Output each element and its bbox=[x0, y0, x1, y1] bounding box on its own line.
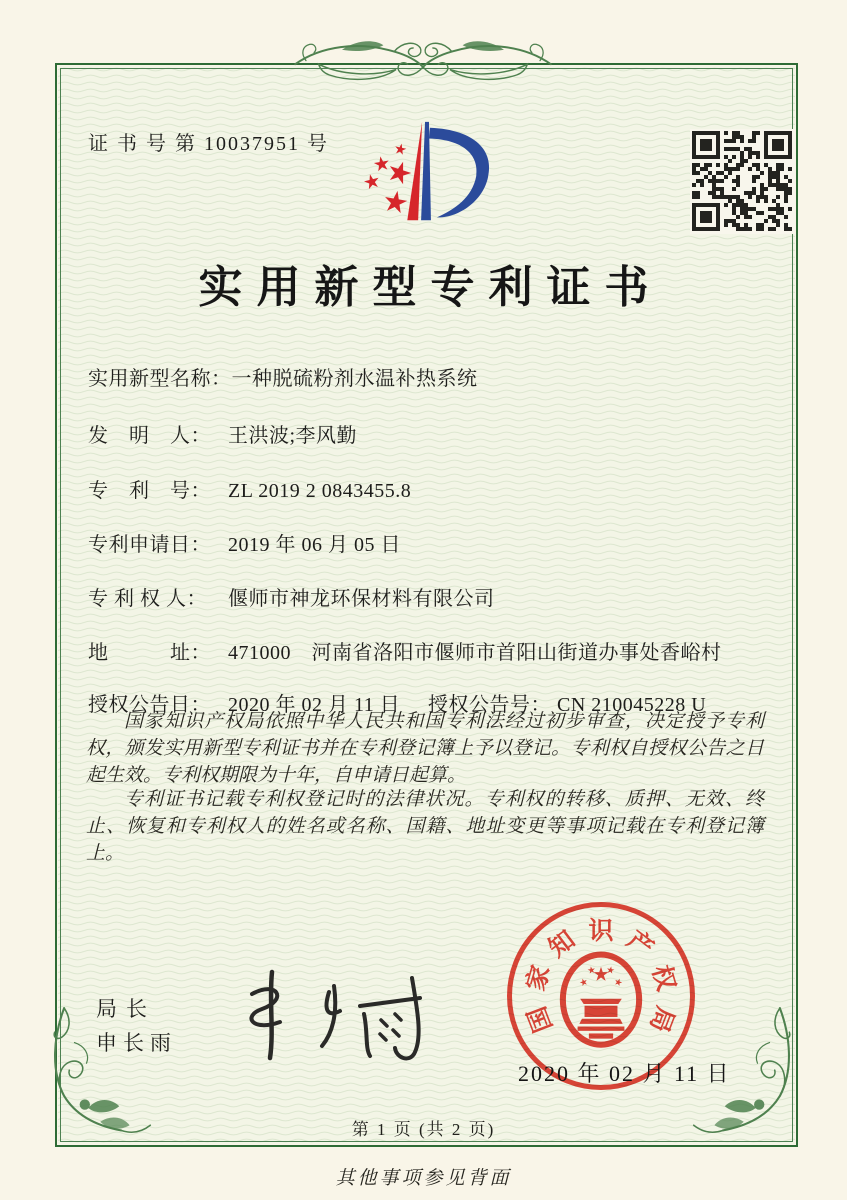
field-label: 发 明 人： bbox=[88, 425, 211, 447]
seal-char: 局 bbox=[644, 1002, 679, 1036]
field-value: 2019 年 06 月 05 日 bbox=[228, 534, 401, 556]
field-value: 一种脱硫粉剂水温补热系统 bbox=[231, 368, 478, 390]
back-side-note: 其他事项参见背面 bbox=[335, 1168, 512, 1189]
field-value: ZL 2019 2 0843455.8 bbox=[228, 480, 412, 502]
field-label: 专 利 号： bbox=[88, 480, 211, 502]
cnipa-logo-icon bbox=[338, 110, 516, 238]
field-row-patent-number bbox=[88, 474, 778, 503]
seal-date: 2020 年 02 月 11 日 bbox=[518, 1061, 731, 1086]
top-border-ornament-icon bbox=[288, 36, 558, 96]
legal-paragraph: 专利证书记载专利权登记时的法律状况。专利权的转移、质押、无效、终止、恢复和专利权人的姓名或名称、国籍、地址变更等事项记载在专利登记簿上。 bbox=[86, 789, 764, 864]
seal-char: 产 bbox=[621, 926, 658, 963]
seal-char: 识 bbox=[588, 918, 614, 945]
seal-char: 知 bbox=[544, 926, 581, 963]
seal-char: 权 bbox=[646, 962, 680, 994]
field-row-patentee bbox=[88, 582, 778, 611]
field-label: 授权公告号： bbox=[428, 694, 551, 716]
page-number: 第 1 页 (共 2 页) bbox=[351, 1120, 496, 1139]
certificate-title: 实用新型专利证书 bbox=[198, 263, 663, 312]
field-value: 王洪波;李风勤 bbox=[228, 425, 358, 447]
director-title: 局长 bbox=[96, 997, 156, 1021]
national-emblem-icon bbox=[557, 950, 645, 1054]
seal-char: 国 bbox=[523, 1002, 558, 1036]
field-value: CN 210045228 U bbox=[557, 694, 707, 716]
field-row-name bbox=[88, 362, 778, 391]
seal-char: 家 bbox=[522, 962, 556, 994]
field-label: 实用新型名称： bbox=[88, 368, 232, 390]
field-value: 471000 河南省洛阳市偃师市首阳山街道办事处香峪村 bbox=[228, 642, 722, 664]
field-value: 偃师市神龙环保材料有限公司 bbox=[228, 588, 495, 610]
field-label: 地 址： bbox=[88, 642, 211, 664]
director-name: 申长雨 bbox=[96, 1031, 177, 1055]
qr-code bbox=[690, 129, 795, 234]
field-row-filing-date bbox=[88, 528, 778, 557]
field-value: 2020 年 02 月 11 日 bbox=[228, 694, 401, 716]
field-label: 专利申请日： bbox=[88, 534, 211, 556]
field-row-address bbox=[88, 636, 778, 665]
legal-paragraph: 国家知识产权局依照中华人民共和国专利法经过初步审查，决定授予专利权，颁发实用新型专利证书并在专利登记簿上予以登记。专利权自授权公告之日起生效。专利权期限为十年，自申请日起算。 bbox=[86, 711, 764, 786]
field-label: 专 利 权 人： bbox=[88, 588, 207, 610]
director-signature bbox=[232, 962, 432, 1067]
field-label: 授权公告日： bbox=[88, 694, 211, 716]
field-row-inventor bbox=[88, 419, 778, 448]
corner-flourish-icon bbox=[40, 1002, 152, 1152]
certificate-number: 证 书 号 第 10037951 号 bbox=[88, 133, 329, 155]
